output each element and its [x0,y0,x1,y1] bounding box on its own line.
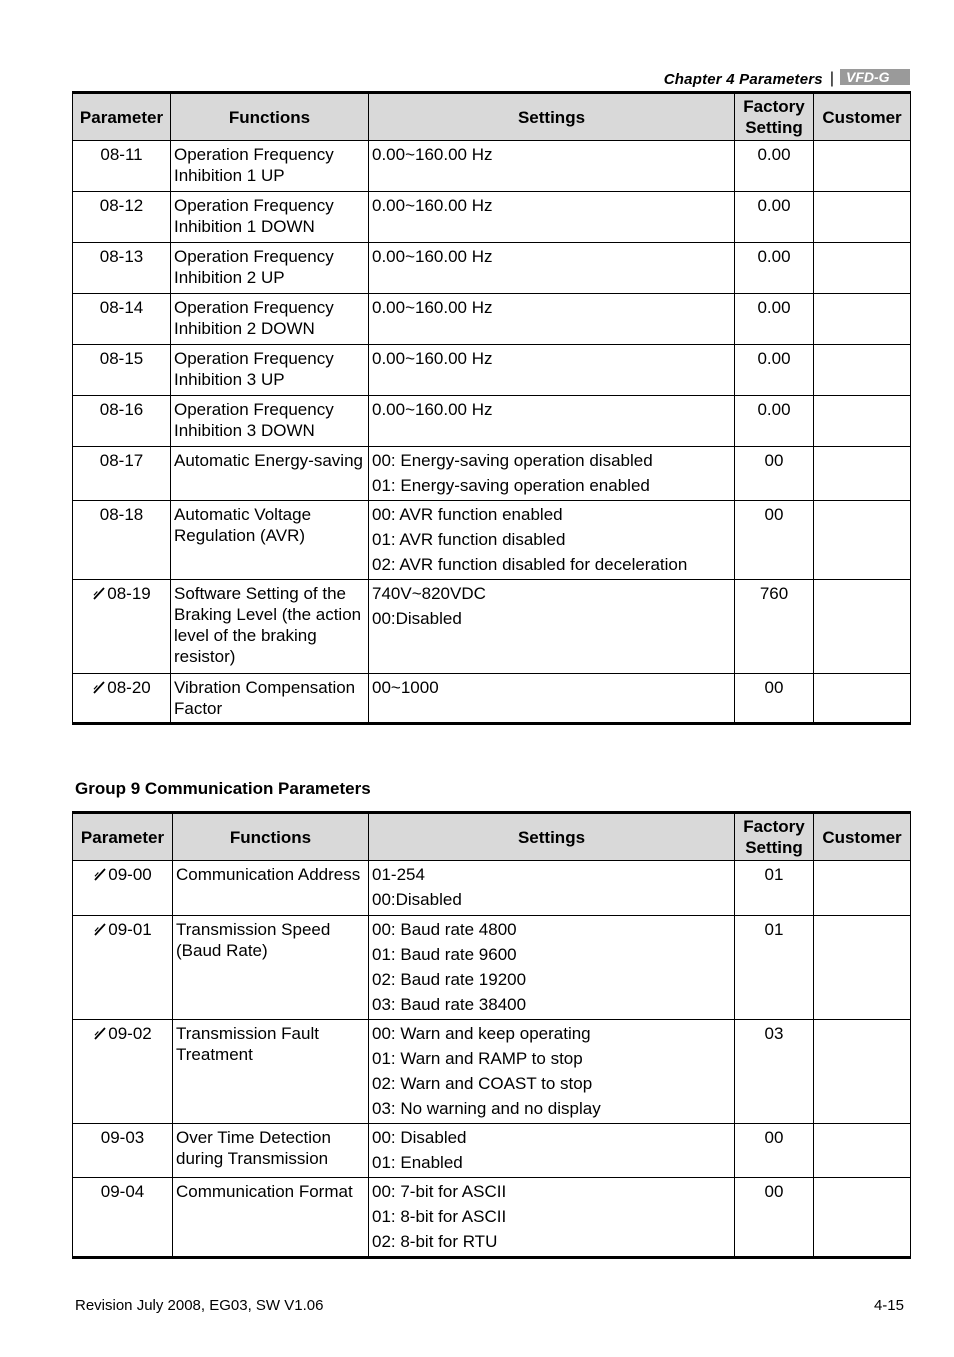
setting-option: 00:Disabled [372,609,462,628]
function-description: Over Time Detection during Transmission [173,1124,369,1178]
function-description: Transmission Speed (Baud Rate) [173,916,369,1020]
table-header-row [73,813,911,861]
setting-option: 0.00~160.00 Hz [372,145,493,164]
table-row [73,294,911,345]
function-description: Operation Frequency Inhibition 1 DOWN [171,192,369,243]
factory-setting-value: 00 [735,501,814,580]
function-description: Transmission Fault Treatment [173,1020,369,1124]
function-description: Operation Frequency Inhibition 2 DOWN [171,294,369,345]
factory-setting-value: 760 [735,580,814,674]
customer-setting-cell [814,501,911,580]
parameter-code: 08-12 [73,192,171,243]
editable-while-running-icon [92,584,106,598]
table-row [73,1124,911,1178]
header-customer: Customer [814,93,911,141]
setting-option: 02: Baud rate 19200 [372,970,527,989]
setting-option: 01: Warn and RAMP to stop [372,1049,583,1068]
function-description: Operation Frequency Inhibition 1 UP [171,141,369,192]
customer-setting-cell [814,141,911,192]
parameter-table-group-8 [72,91,911,725]
settings-cell [369,674,735,724]
group-9-title: Group 9 Communication Parameters [75,779,371,798]
function-description: Operation Frequency Inhibition 3 DOWN [171,396,369,447]
parameter-code: 08-14 [73,294,171,345]
table-row [73,141,911,192]
settings-cell [369,294,735,345]
setting-option: 01: Enabled [372,1153,463,1172]
svg-text:VFD-G: VFD-G [846,68,890,85]
table-row [73,861,911,916]
table-row [73,396,911,447]
settings-cell [369,192,735,243]
factory-setting-value: 0.00 [735,396,814,447]
chapter-title: Chapter 4 Parameters [663,70,823,88]
revision-text: Revision July 2008, EG03, SW V1.06 [75,1297,324,1314]
parameter-code: 09-03 [73,1124,173,1178]
factory-setting-value: 0.00 [735,243,814,294]
table-row [73,501,911,580]
header-settings: Settings [369,93,735,141]
parameter-code: 08-11 [73,141,171,192]
function-description: Communication Format [173,1178,369,1258]
settings-cell [369,396,735,447]
setting-option: 0.00~160.00 Hz [372,400,493,419]
customer-setting-cell [814,345,911,396]
factory-setting-value: 01 [735,861,814,916]
function-description: Operation Frequency Inhibition 3 UP [171,345,369,396]
header-customer: Customer [814,813,911,861]
parameter-code: 08-19 [73,580,171,674]
parameter-code: 08-20 [73,674,171,724]
setting-option: 03: Baud rate 38400 [372,995,527,1014]
function-description: Communication Address [173,861,369,916]
setting-option: 00: Energy-saving operation disabled [372,451,653,470]
customer-setting-cell [814,192,911,243]
editable-while-running-icon [93,865,107,879]
setting-option: 00: 7-bit for ASCII [372,1182,507,1201]
parameter-code: 09-01 [73,916,173,1020]
function-description: Automatic Voltage Regulation (AVR) [171,501,369,580]
parameter-code: 08-17 [73,447,171,501]
setting-option: 01: 8-bit for ASCII [372,1207,507,1226]
setting-option: 0.00~160.00 Hz [372,247,493,266]
customer-setting-cell [814,674,911,724]
customer-setting-cell [814,861,911,916]
vfd-g-logo [840,68,910,91]
header-functions: Functions [173,813,369,861]
setting-option: 01: Baud rate 9600 [372,945,517,964]
customer-setting-cell [814,916,911,1020]
setting-option: 00: Disabled [372,1128,467,1147]
settings-cell [369,1020,735,1124]
table-row [73,916,911,1020]
function-description: Vibration Compensation Factor [171,674,369,724]
customer-setting-cell [814,1178,911,1258]
setting-option: 01: AVR function disabled [372,530,566,549]
setting-option: 02: Warn and COAST to stop [372,1074,593,1093]
factory-setting-value: 0.00 [735,345,814,396]
setting-option: 740V~820VDC [372,584,486,603]
setting-option: 0.00~160.00 Hz [372,349,493,368]
page-footer [75,1297,904,1314]
settings-cell [369,580,735,674]
table-row [73,1020,911,1124]
table-row [73,345,911,396]
header-separator: | [829,70,834,87]
header-parameter: Parameter [73,93,171,141]
table-row [73,1178,911,1258]
setting-option: 00: AVR function enabled [372,505,563,524]
customer-setting-cell [814,294,911,345]
parameter-code: 09-00 [73,861,173,916]
parameter-code: 08-16 [73,396,171,447]
settings-cell [369,141,735,192]
factory-setting-value: 00 [735,1178,814,1258]
settings-cell [369,243,735,294]
factory-setting-value: 03 [735,1020,814,1124]
function-description: Automatic Energy-saving [171,447,369,501]
settings-cell [369,1124,735,1178]
table-row [73,674,911,724]
customer-setting-cell [814,447,911,501]
editable-while-running-icon [92,678,106,692]
editable-while-running-icon [93,1024,107,1038]
setting-option: 03: No warning and no display [372,1099,601,1118]
setting-option: 02: AVR function disabled for deceleration [372,555,688,574]
setting-option: 00~1000 [372,678,439,697]
function-description: Operation Frequency Inhibition 2 UP [171,243,369,294]
settings-cell [369,861,735,916]
table-row [73,580,911,674]
header-factory-setting: Factory Setting [735,813,814,861]
table-row [73,447,911,501]
factory-setting-value: 0.00 [735,141,814,192]
setting-option: 0.00~160.00 Hz [372,196,493,215]
customer-setting-cell [814,396,911,447]
parameter-code: 09-02 [73,1020,173,1124]
setting-option: 00: Baud rate 4800 [372,920,517,939]
setting-option: 0.00~160.00 Hz [372,298,493,317]
factory-setting-value: 0.00 [735,192,814,243]
parameter-code: 09-04 [73,1178,173,1258]
settings-cell [369,1178,735,1258]
table-header-row [73,93,911,141]
settings-cell [369,447,735,501]
page-header [72,68,910,90]
setting-option: 00: Warn and keep operating [372,1024,591,1043]
header-functions: Functions [171,93,369,141]
setting-option: 02: 8-bit for RTU [372,1232,498,1251]
parameter-code: 08-13 [73,243,171,294]
factory-setting-value: 00 [735,1124,814,1178]
customer-setting-cell [814,243,911,294]
settings-cell [369,916,735,1020]
editable-while-running-icon [93,920,107,934]
setting-option: 01-254 [372,865,425,884]
settings-cell [369,345,735,396]
table-row [73,243,911,294]
function-description: Software Setting of the Braking Level (the action level of the braking resistor) [171,580,369,674]
factory-setting-value: 01 [735,916,814,1020]
header-factory-setting: Factory Setting [735,93,814,141]
parameter-code: 08-18 [73,501,171,580]
parameter-code: 08-15 [73,345,171,396]
settings-cell [369,501,735,580]
customer-setting-cell [814,1020,911,1124]
factory-setting-value: 00 [735,447,814,501]
header-parameter: Parameter [73,813,173,861]
factory-setting-value: 00 [735,674,814,724]
table-row [73,192,911,243]
factory-setting-value: 0.00 [735,294,814,345]
setting-option: 01: Energy-saving operation enabled [372,476,650,495]
parameter-table-group-9 [72,811,911,1259]
customer-setting-cell [814,1124,911,1178]
setting-option: 00:Disabled [372,890,462,909]
customer-setting-cell [814,580,911,674]
header-settings: Settings [369,813,735,861]
page-number: 4-15 [873,1297,904,1314]
